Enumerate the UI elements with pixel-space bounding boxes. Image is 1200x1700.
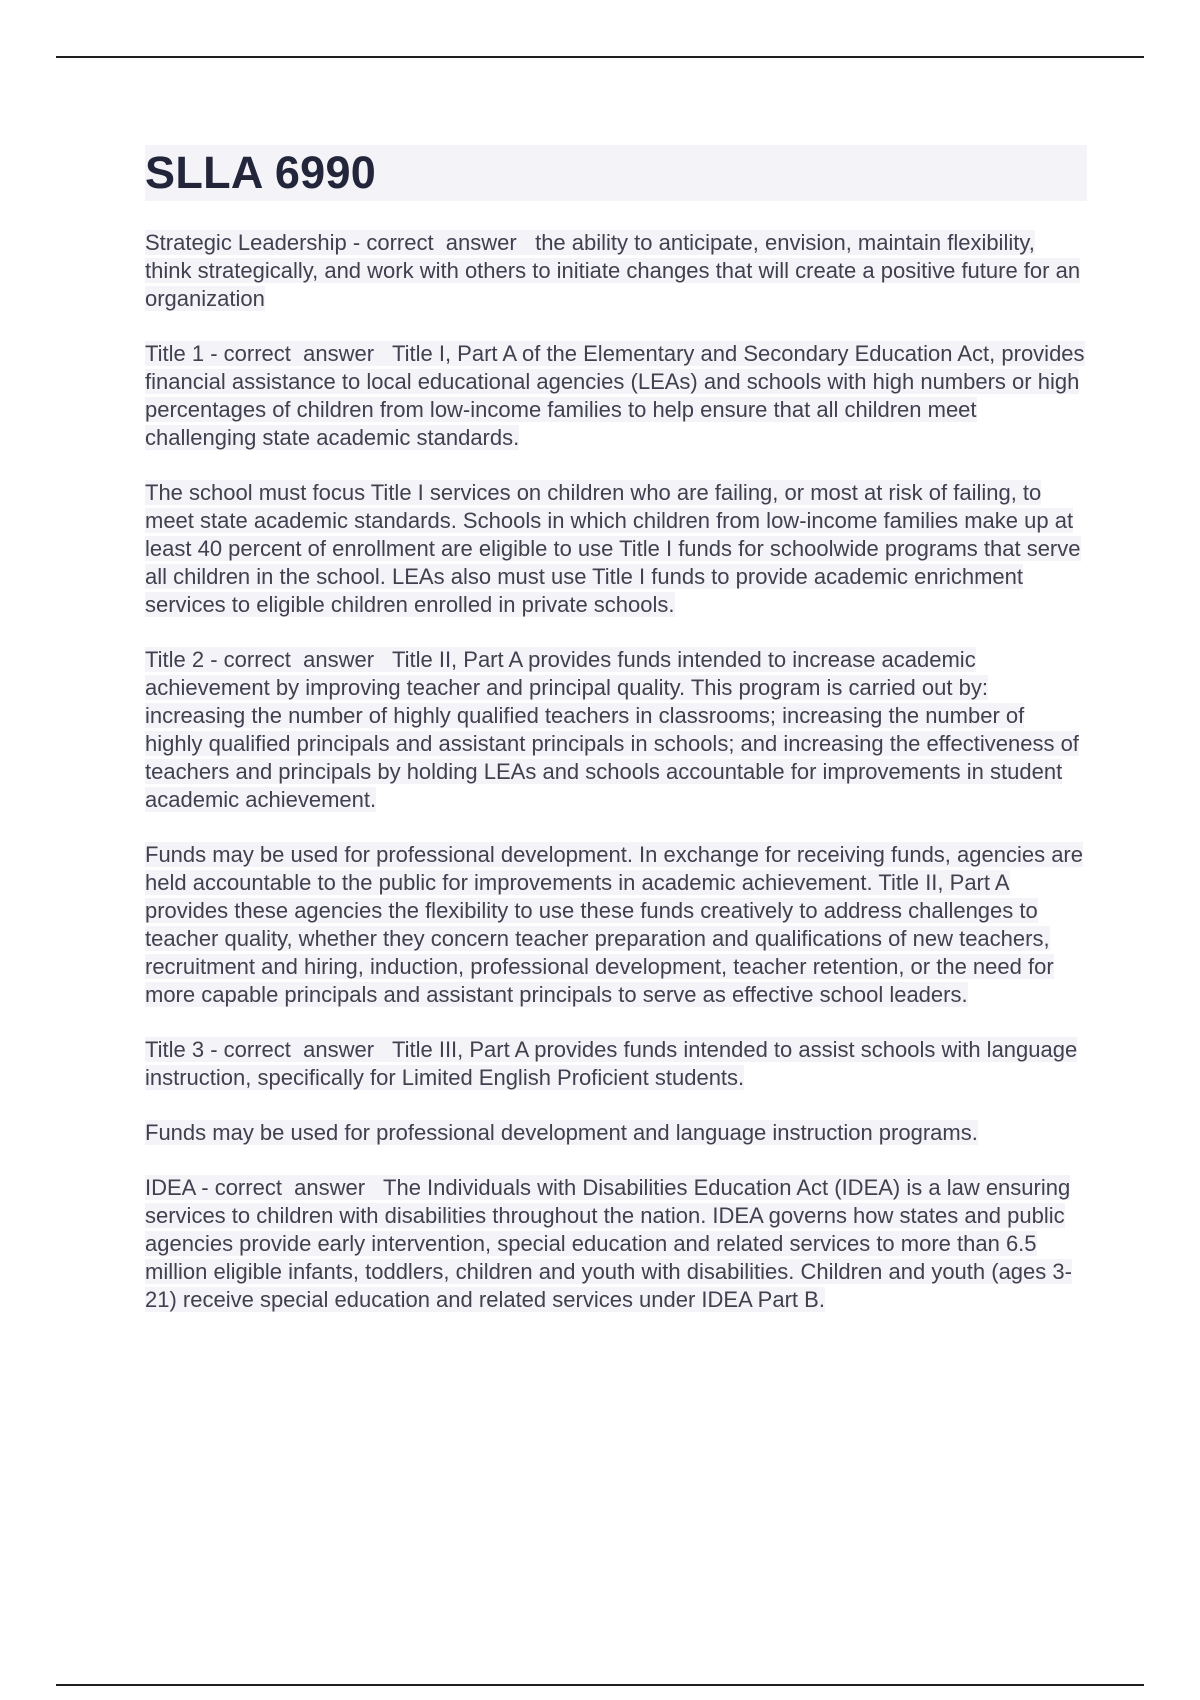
bottom-rule: [56, 1684, 1144, 1686]
entry-separator: - correct answer: [346, 230, 536, 255]
entry-term: Title 1: [145, 341, 205, 366]
paragraph-text: The school must focus Title I services on children who are failing, or most at risk of failing, to meet state academic standards. Schools in which children from low-income families make up at least 40 percent of enrollment are eligible to use Title I funds for schoolwide programs that serve all children in the school. LEAs also must use Title I funds to provide academic enrichment services to eligible children enrolled in private schools.: [145, 480, 1081, 617]
paragraph-title-3-funds: [145, 1119, 1087, 1147]
entry-definition: Title II, Part A provides funds intended to increase academic achievement by improving teacher and principal quality. This program is carried out by: increasing the number of highly qualified teachers in classrooms; increasing the number of highly qualified principals and assistant principals in schools; and increasing the effectiveness of teachers and principals by holding LEAs and schools accountable for improvements in student academic achievement.: [145, 647, 1079, 812]
paragraph-text: Funds may be used for professional development and language instruction programs.: [145, 1120, 978, 1145]
top-rule: [56, 56, 1144, 58]
entry-definition: The Individuals with Disabilities Education Act (IDEA) is a law ensuring services to children with disabilities throughout the nation. IDEA governs how states and public agencies provide early intervention, special education and related services to more than 6.5 million eligible infants, toddlers, children and youth with disabilities. Children and youth (ages 3-21) receive special education and related services under IDEA Part B.: [145, 1175, 1072, 1312]
entry-term: Title 2: [145, 647, 205, 672]
entry-separator: - correct answer: [195, 1175, 384, 1200]
entry-definition: Title III, Part A provides funds intended to assist schools with language instruction, specifically for Limited English Proficient students.: [145, 1037, 1078, 1090]
paragraph-title-2-funds: [145, 841, 1087, 1009]
paragraph-title-1-services: [145, 479, 1087, 619]
entry-separator: - correct answer: [204, 341, 392, 366]
document-body: [145, 145, 1087, 1341]
entry-separator: - correct answer: [204, 647, 392, 672]
paragraph-text: Funds may be used for professional development. In exchange for receiving funds, agencies are held accountable to the public for improvements in academic achievement. Title II, Part A provides these agencies the flexibility to use these funds creatively to address challenges to teacher quality, whether they concern teacher preparation and qualifications of new teachers, recruitment and hiring, induction, professional development, teacher retention, or the need for more capable principals and assistant principals to serve as effective school leaders.: [145, 842, 1083, 1007]
entry-definition: Title I, Part A of the Elementary and Secondary Education Act, provides financial assistance to local educational agencies (LEAs) and schools with high numbers or high percentages of children from low-income families to help ensure that all children meet challenging state academic standards.: [145, 341, 1085, 450]
entry-term: Strategic Leadership: [145, 230, 347, 255]
entry-definition: the ability to anticipate, envision, maintain flexibility, think strategically, and work with others to initiate changes that will create a positive future for an organization: [145, 230, 1081, 311]
entry-title-1: [145, 340, 1087, 452]
page-title: SLLA 6990: [145, 145, 1087, 201]
entry-term: IDEA: [145, 1175, 196, 1200]
entry-title-2: [145, 646, 1087, 814]
entry-idea: [145, 1174, 1087, 1314]
entry-separator: - correct answer: [204, 1037, 392, 1062]
entry-term: Title 3: [145, 1037, 205, 1062]
entry-title-3: [145, 1036, 1087, 1092]
entry-strategic-leadership: [145, 229, 1087, 313]
